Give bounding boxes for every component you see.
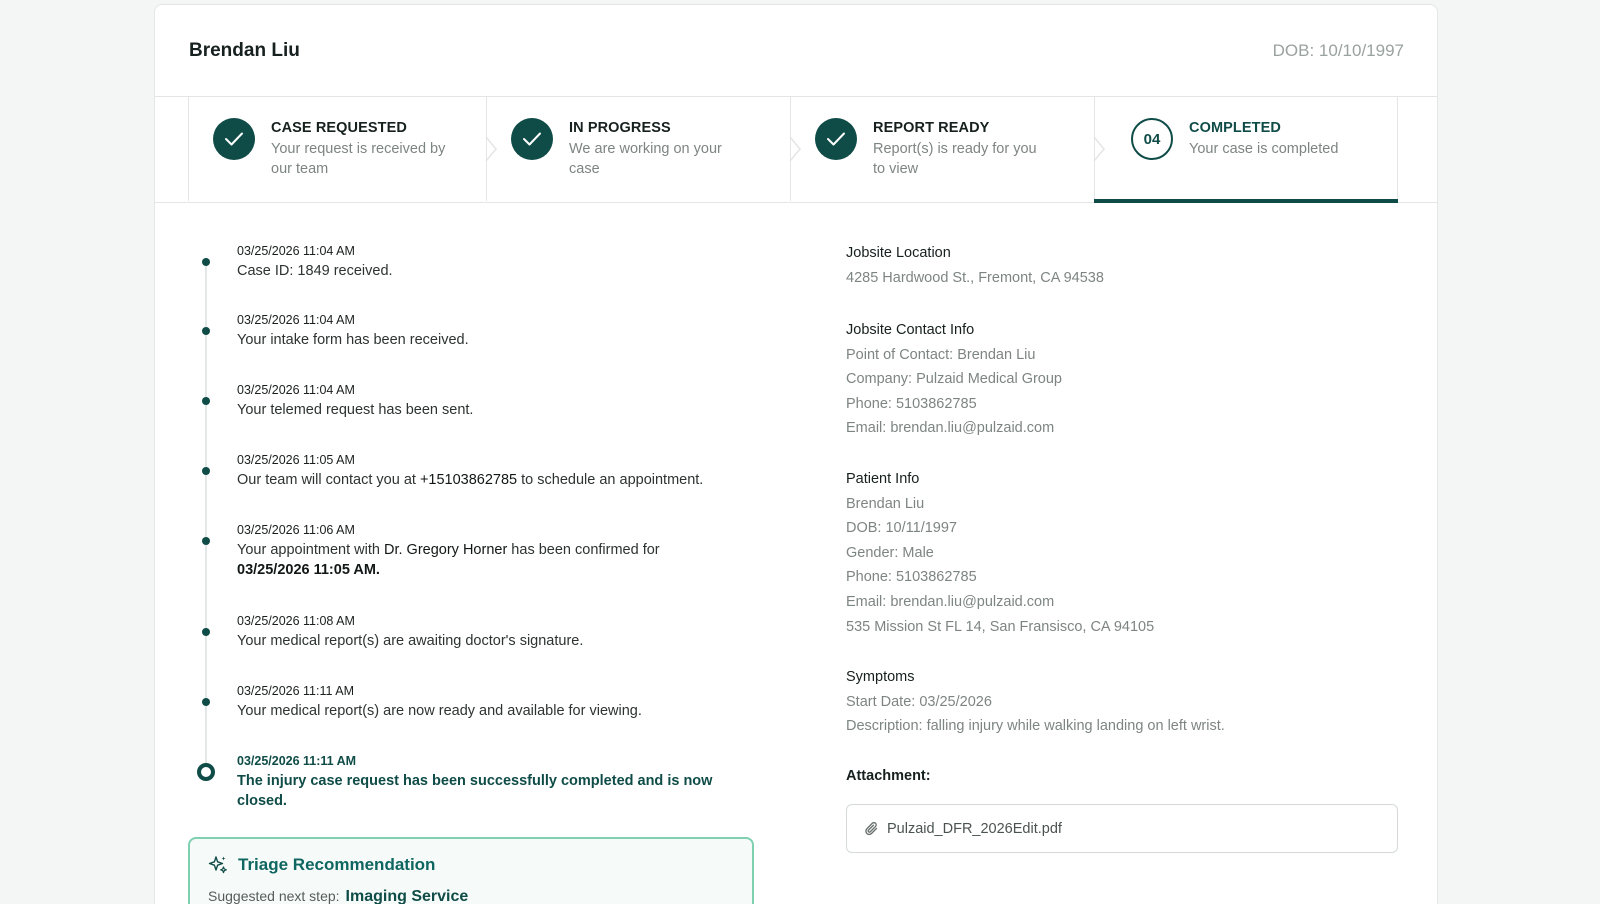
contact-poc: Point of Contact: Brendan Liu (846, 346, 1036, 363)
sparkle-icon (208, 855, 228, 875)
jobsite-location-section (846, 243, 1406, 288)
timeline-message: Your intake form has been received. (237, 332, 469, 348)
timeline-item-final (237, 753, 757, 811)
timeline-time: 03/25/2026 11:08 AM (237, 614, 355, 628)
step-desc: our team (271, 161, 329, 177)
timeline-time: 03/25/2026 11:11 AM (237, 684, 354, 698)
timeline-message: Your appointment with Dr. Gregory Horner has been confirmed for 03/25/2026 11:05 AM. (237, 542, 660, 578)
section-label: Jobsite Location (846, 245, 951, 261)
symptoms-description: Description: falling injury while walking landing on left wrist. (846, 718, 1225, 735)
check-icon (815, 118, 857, 160)
contact-phone: Phone: 5103862785 (846, 395, 977, 412)
step-desc: We are working on your (569, 141, 722, 157)
timeline-dot (202, 698, 210, 706)
paperclip-icon (865, 821, 879, 837)
timeline-dot (202, 327, 210, 335)
section-label: Jobsite Contact Info (846, 322, 975, 338)
triage-title: Triage Recommendation (238, 855, 436, 874)
step-title: CASE REQUESTED (271, 120, 407, 136)
timeline-message: Case ID: 1849 received. (237, 263, 393, 279)
timeline-time: 03/25/2026 11:11 AM (237, 754, 357, 768)
step-completed[interactable] (1094, 97, 1398, 201)
step-case-requested[interactable] (188, 97, 486, 201)
step-title: REPORT READY (873, 120, 990, 136)
step-title: COMPLETED (1189, 120, 1281, 136)
step-desc: Report(s) is ready for you (873, 141, 1037, 157)
patient-name: Brendan Liu (189, 39, 300, 61)
doctor-name: Dr. Gregory Horner (383, 542, 508, 558)
check-icon (213, 118, 255, 160)
step-desc: to view (873, 161, 919, 177)
step-in-progress[interactable] (486, 97, 790, 201)
jobsite-contact-section (846, 320, 1406, 438)
patient-info-gender: Gender: Male (846, 544, 934, 561)
timeline-final-dot (197, 763, 215, 781)
symptoms-section (846, 667, 1406, 736)
triage-next-value: Imaging Service (345, 888, 469, 904)
patient-info-email: Email: brendan.liu@pulzaid.com (846, 593, 1055, 610)
contact-email: Email: brendan.liu@pulzaid.com (846, 420, 1055, 437)
contact-company: Company: Pulzaid Medical Group (846, 371, 1062, 388)
timeline-item (237, 613, 737, 651)
timeline-time: 03/25/2026 11:06 AM (237, 523, 355, 537)
timeline-time: 03/25/2026 11:04 AM (237, 313, 355, 327)
section-label: Patient Info (846, 471, 920, 487)
timeline-message: Your telemed request has been sent. (237, 402, 474, 418)
timeline-dot (202, 397, 210, 405)
contact-phone[interactable]: +15103862785 (419, 472, 518, 488)
timeline-time: 03/25/2026 11:04 AM (237, 383, 355, 397)
jobsite-address: 4285 Hardwood St., Fremont, CA 94538 (846, 269, 1104, 286)
patient-info-address: 535 Mission St FL 14, San Fransisco, CA 94105 (846, 618, 1155, 635)
step-title: IN PROGRESS (569, 120, 671, 136)
symptoms-start-date: Start Date: 03/25/2026 (846, 693, 992, 710)
patient-info-dob: DOB: 10/11/1997 (846, 520, 957, 537)
card-header (155, 5, 1437, 97)
step-number-badge: 04 (1131, 118, 1173, 160)
step-desc: Your case is completed (1189, 141, 1339, 157)
patient-info-section (846, 469, 1406, 637)
attachment-label: Attachment: (846, 768, 931, 784)
triage-next-step: Suggested next step: Imaging Service (208, 888, 469, 904)
timeline-time: 03/25/2026 11:05 AM (237, 453, 355, 467)
progress-stepper (155, 97, 1437, 203)
section-label: Symptoms (846, 669, 915, 685)
timeline-dot (202, 467, 210, 475)
timeline-message: The injury case request has been successfully completed and is now closed. (237, 773, 713, 809)
step-desc: case (569, 161, 600, 177)
check-icon (511, 118, 553, 160)
attachment-filename: Pulzaid_DFR_2026Edit.pdf (887, 820, 1062, 837)
attachment-file[interactable] (846, 804, 1398, 853)
timeline-time: 03/25/2026 11:04 AM (237, 244, 355, 258)
timeline-message: Your medical report(s) are now ready and available for viewing. (237, 703, 642, 719)
step-desc: Your request is received by (271, 141, 446, 157)
timeline-dot (202, 537, 210, 545)
step-report-ready[interactable] (790, 97, 1094, 201)
patient-dob: DOB: 10/10/1997 (1272, 40, 1404, 60)
timeline-item (237, 382, 737, 420)
timeline-message: Our team will contact you at +15103862785 to schedule an appointment. (237, 472, 704, 488)
timeline-message: Your medical report(s) are awaiting doctor's signature. (237, 633, 584, 649)
timeline-item (237, 452, 797, 490)
patient-info-name: Brendan Liu (846, 495, 925, 512)
attachment-section (846, 768, 1406, 784)
patient-info-phone: Phone: 5103862785 (846, 569, 977, 586)
active-step-indicator (1094, 199, 1398, 203)
timeline-item (237, 683, 757, 721)
triage-recommendation-card[interactable] (188, 837, 754, 904)
timeline-item (237, 522, 757, 580)
timeline-dot (202, 628, 210, 636)
appointment-datetime: 03/25/2026 11:05 AM. (237, 562, 380, 578)
timeline-item (237, 312, 737, 350)
timeline-item (237, 243, 737, 281)
timeline-dot (202, 258, 210, 266)
